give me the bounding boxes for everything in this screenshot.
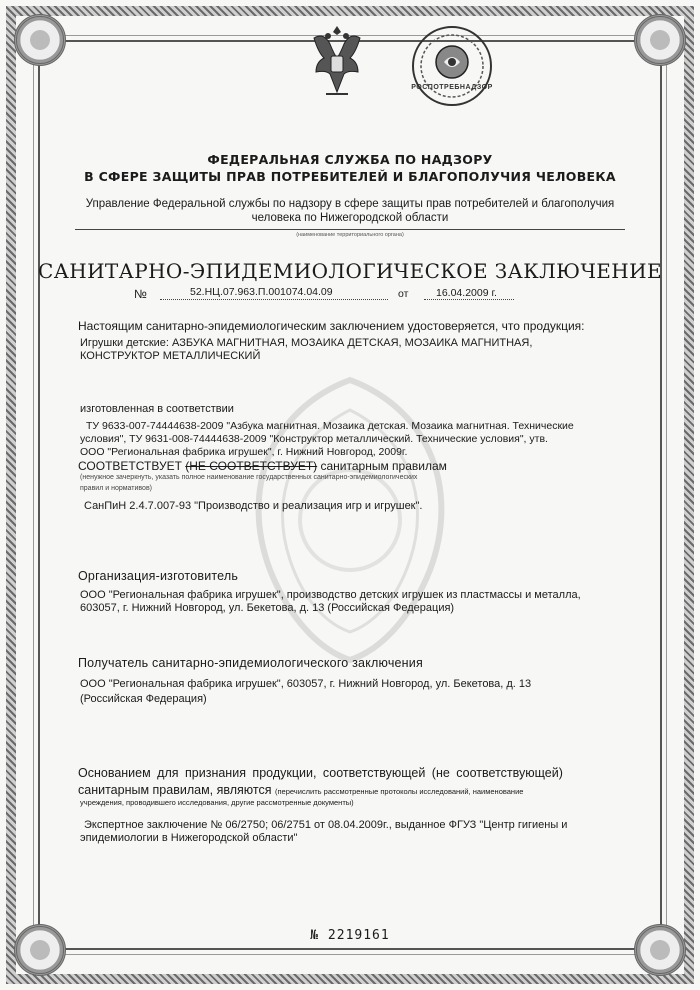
form-serial-number: № 2219161 xyxy=(310,928,390,943)
not-conforms-text: (НЕ СООТВЕТСТВУЕТ) xyxy=(185,459,318,473)
rules-text: санитарным правилам xyxy=(320,459,447,473)
expert-conclusion-line1: Экспертное заключение № 06/2750; 06/2751 от 08.04.2009г., выданное ФГУЗ "Центр гигиены и xyxy=(84,819,568,831)
basis-line3-hint: учреждения, проводившего исследования, другие рассмотренные документы) xyxy=(80,798,354,807)
seal-text: РОСПОТРЕБНАДЗОР xyxy=(411,84,493,91)
document-title: САНИТАРНО-ЭПИДЕМИОЛОГИЧЕСКОЕ ЗАКЛЮЧЕНИЕ xyxy=(38,259,662,283)
department-rule xyxy=(75,229,625,230)
conformity-line xyxy=(78,459,447,473)
department-line2: человека по Нижегородской области xyxy=(251,212,449,224)
tu-line2: условия", ТУ 9631-008-74444638-2009 "Конструктор металлический. Технические условия", утв. xyxy=(80,433,548,445)
tu-line1: ТУ 9633-007-74444638-2009 "Азбука магнитная. Мозаика детская. Мозаика магнитная. Технические xyxy=(86,420,574,432)
made-in-accordance-label: изготовленная в соответствии xyxy=(80,403,234,415)
rules-hint-line1: (ненужное зачеркнуть, указать полное наименование государственных санитарно-эпидемиологических xyxy=(80,474,418,481)
rules-hint-line2: правил и нормативов) xyxy=(80,485,152,492)
manufacturer-line2: 603057, г. Нижний Новгород, ул. Бекетова, д. 13 (Российская Федерация) xyxy=(80,602,455,614)
coat-of-arms-icon xyxy=(306,20,368,102)
basis-line1: Основанием для признания продукции, соответствующей (не соответствующей) xyxy=(78,766,563,780)
department-hint: (наименование территориального органа) xyxy=(296,232,404,238)
agency-name-line1: ФЕДЕРАЛЬНАЯ СЛУЖБА ПО НАДЗОРУ xyxy=(207,152,493,167)
recipient-line1: ООО "Региональная фабрика игрушек", 603057, г. Нижний Новгород, ул. Бекетова, д. 13 xyxy=(80,678,532,690)
product-line1: Игрушки детские: АЗБУКА МАГНИТНАЯ, МОЗАИКА ДЕТСКАЯ, МОЗАИКА МАГНИТНАЯ, xyxy=(80,337,533,349)
agency-name-line2: В СФЕРЕ ЗАЩИТЫ ПРАВ ПОТРЕБИТЕЛЕЙ И БЛАГОПОЛУЧИЯ ЧЕЛОВЕКА xyxy=(84,169,616,184)
manufacturer-line1: ООО "Региональная фабрика игрушек", производство детских игрушек из пластмассы и металла, xyxy=(80,589,581,601)
expert-conclusion-line2: эпидемиологии в Нижегородской области" xyxy=(80,832,298,844)
conforms-text: СООТВЕТСТВУЕТ xyxy=(78,459,182,473)
corner-ornament xyxy=(14,14,66,66)
department-line1: Управление Федеральной службы по надзору в сфере защиты прав потребителей и благополучия xyxy=(85,198,615,210)
recipient-line2: (Российская Федерация) xyxy=(80,693,207,705)
product-line2: КОНСТРУКТОР МЕТАЛЛИЧЕСКИЙ xyxy=(80,350,261,362)
intro-text: Настоящим санитарно-эпидемиологическим заключением удостоверяется, что продукция: xyxy=(78,319,585,333)
basis-line2 xyxy=(78,783,523,797)
seal-label xyxy=(410,24,494,108)
watermark-emblem xyxy=(230,370,470,670)
tu-line3: ООО "Региональная фабрика игрушек", г. Нижний Новгород, 2009г. xyxy=(80,446,408,458)
number-label: № xyxy=(134,287,147,301)
manufacturer-heading: Организация-изготовитель xyxy=(78,569,239,583)
basis-line2-hint: (перечислить рассмотренные протоколы исследований, наименование xyxy=(274,787,524,796)
basis-line2-main: санитарным правилам, являются xyxy=(78,783,272,797)
certificate-number: 52.НЦ.07.963.П.001074.04.09 xyxy=(190,286,333,298)
date-label: от xyxy=(398,288,409,300)
number-underline xyxy=(160,299,388,300)
date-underline xyxy=(424,299,514,300)
sanpin-reference: СанПиН 2.4.7.007-93 "Производство и реализация игр и игрушек". xyxy=(84,500,423,512)
corner-ornament xyxy=(634,14,686,66)
certificate-date: 16.04.2009 г. xyxy=(436,287,497,299)
recipient-heading: Получатель санитарно-эпидемиологического заключения xyxy=(78,656,423,670)
